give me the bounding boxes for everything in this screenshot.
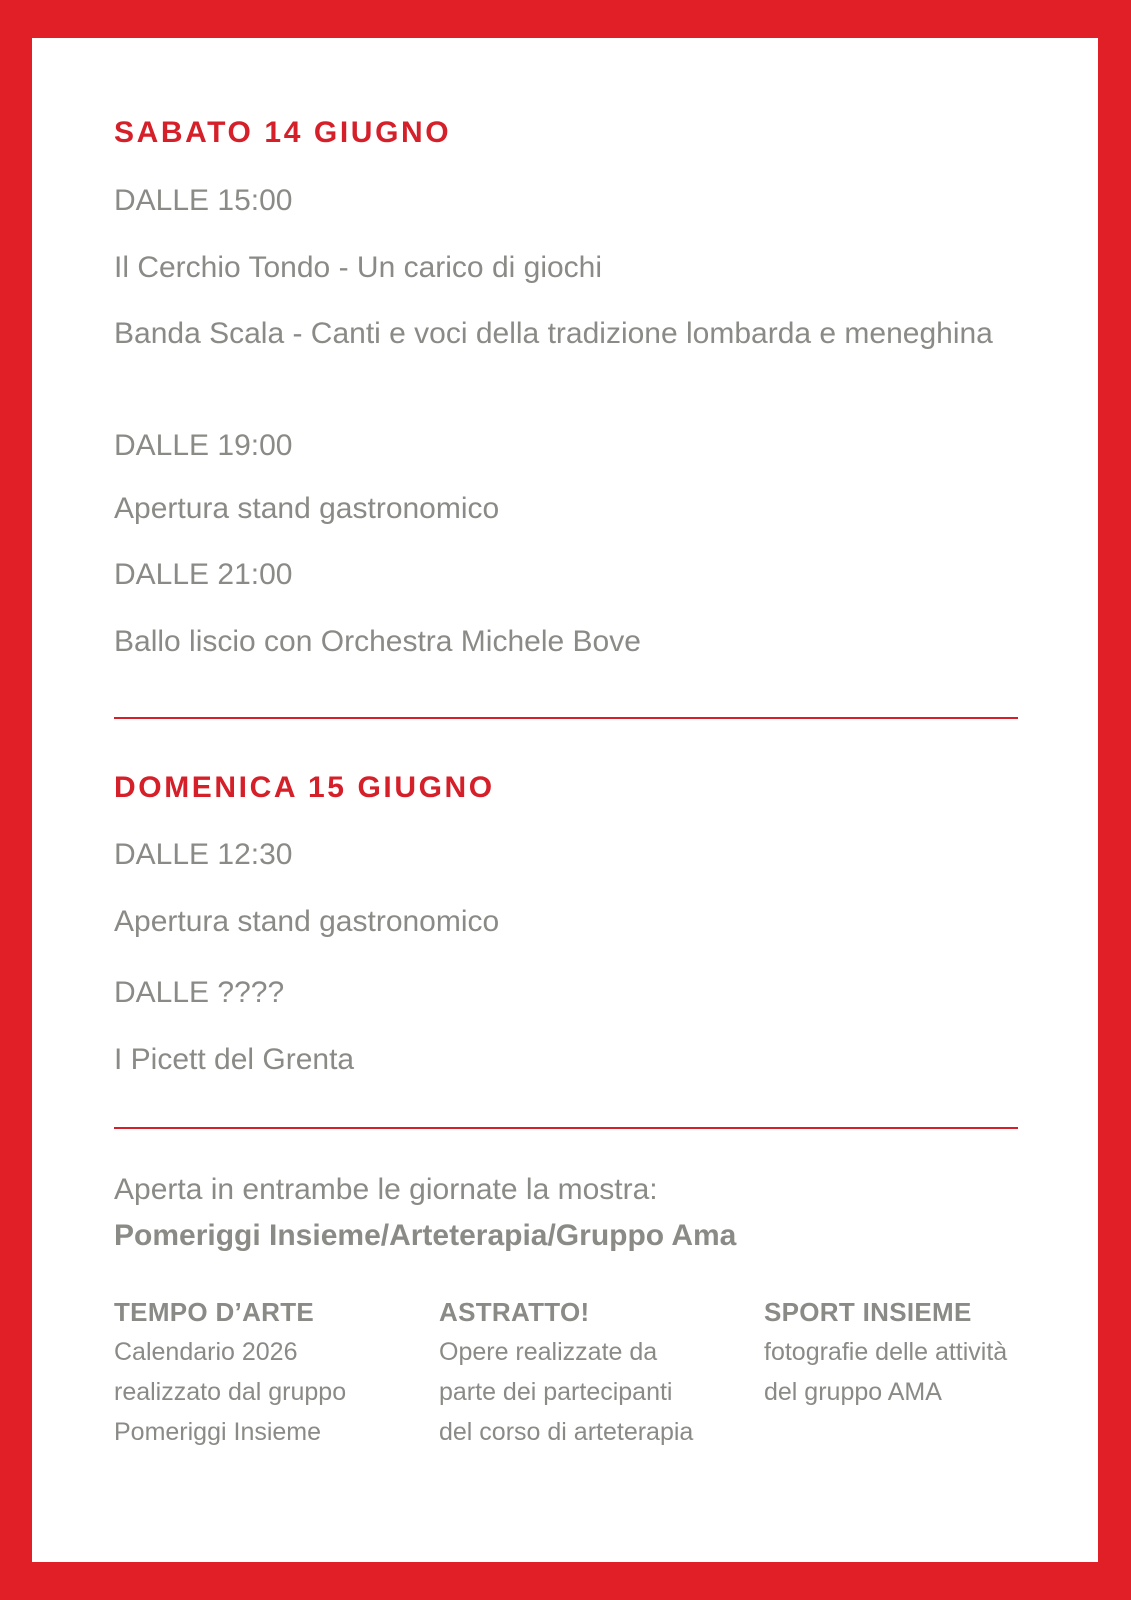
sunday-event-2: I Picett del Grenta — [114, 1043, 355, 1076]
sunday-title: DOMENICA 15 GIUGNO — [114, 771, 495, 804]
saturday-time-3: DALLE 21:00 — [114, 558, 293, 591]
sunday-time-2: DALLE ???? — [114, 976, 285, 1009]
column-sport-insieme — [764, 1296, 1024, 1412]
saturday-time-2: DALLE 19:00 — [114, 429, 293, 462]
column-title: SPORT INSIEME — [764, 1297, 972, 1327]
column-title: TEMPO D’ARTE — [114, 1297, 315, 1327]
column-tempo-darte — [114, 1296, 374, 1452]
column-astratto — [439, 1296, 699, 1452]
saturday-time-1: DALLE 15:00 — [114, 184, 293, 217]
exhibition-name: Pomeriggi Insieme/Arteterapia/Gruppo Ama — [114, 1219, 737, 1252]
column-text: fotografie delle attività del gruppo AMA — [764, 1338, 1008, 1406]
saturday-title: SABATO 14 GIUGNO — [114, 116, 452, 149]
column-text: Calendario 2026 realizzato dal gruppo Pomeriggi Insieme — [114, 1338, 347, 1446]
column-title: ASTRATTO! — [439, 1297, 590, 1327]
saturday-event-4: Ballo liscio con Orchestra Michele Bove — [114, 625, 641, 658]
sunday-time-1: DALLE 12:30 — [114, 838, 293, 871]
exhibition-intro: Aperta in entrambe le giornate la mostra: — [114, 1173, 658, 1206]
column-text: Opere realizzate da parte dei partecipanti del corso di arteterapia — [439, 1338, 694, 1446]
divider-2 — [114, 1127, 1018, 1129]
saturday-event-1: Il Cerchio Tondo - Un carico di giochi — [114, 251, 603, 284]
saturday-event-2: Banda Scala - Canti e voci della tradizione lombarda e meneghina — [114, 317, 993, 350]
exhibition-note — [114, 1167, 1018, 1259]
sunday-event-1: Apertura stand gastronomico — [114, 905, 500, 938]
saturday-event-3: Apertura stand gastronomico — [114, 492, 500, 525]
divider-1 — [114, 717, 1018, 719]
